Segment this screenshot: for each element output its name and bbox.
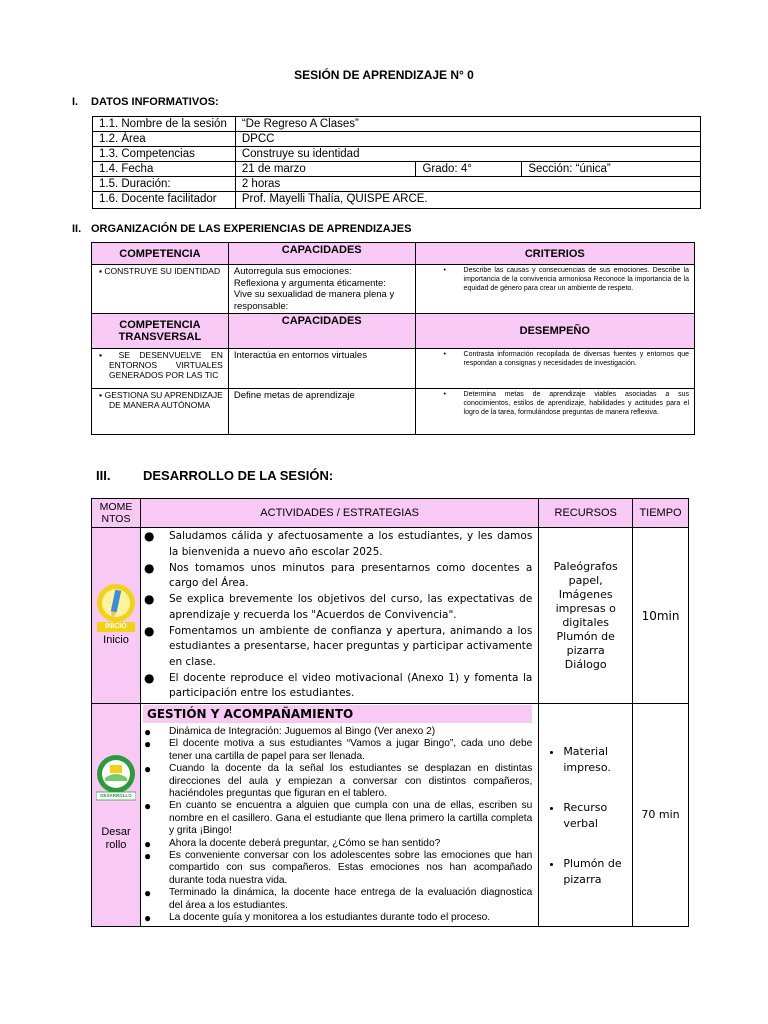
seccion-value: Sección: “única”: [522, 162, 701, 177]
recurso-line: digitales: [562, 615, 610, 629]
table-header-row: [92, 499, 689, 528]
inicio-activities-list: [143, 529, 532, 702]
table-row: [93, 117, 701, 132]
recurso-line: Paleógrafos: [553, 559, 618, 573]
row-value: Construye su identidad: [235, 147, 700, 162]
desarrollo-tiempo: 70 min: [633, 704, 689, 927]
list-item: ● Dinámica de Integración: Juguemos al Bingo (Ver anexo 2): [169, 726, 532, 738]
list-item: ● Ahora la docente deberá preguntar, ¿Cómo se han sentido?: [169, 838, 532, 850]
table-row: [92, 528, 689, 704]
recurso-line: Imágenes: [558, 587, 613, 601]
desempeno-text: Determina metas de aprendizaje viables asociadas a sus conocimientos, estilos de aprendizaje, habilidades y actitudes para el logro de la tarea, formulándose preguntas de manera reflexiva.: [463, 391, 689, 416]
table-row: [93, 132, 701, 147]
experiencias-table: [91, 242, 695, 435]
table-row: [92, 349, 695, 389]
table-header-row: [92, 243, 695, 265]
header-desempeno: DESEMPEÑO: [415, 314, 694, 349]
recurso-line: papel,: [568, 573, 603, 587]
momento-inicio-label: Inicio: [103, 634, 129, 646]
header-competencia-transversal: COMPETENCIA TRANSVERSAL: [92, 314, 229, 349]
desarrollo-activities-list: [143, 726, 532, 925]
competencia-cell: [92, 389, 229, 435]
row-value: 2 horas: [235, 177, 700, 192]
header-tiempo: TIEMPO: [633, 499, 689, 528]
desarrollo-recursos-list: [543, 744, 628, 888]
header-actividades: ACTIVIDADES / ESTRATEGIAS: [141, 499, 539, 528]
section2-number: II.: [72, 223, 82, 235]
grado-value: Grado: 4°: [416, 162, 522, 177]
table-header-row: [92, 314, 695, 349]
fecha-value: 21 de marzo: [235, 162, 416, 177]
capacidad-item: Vive su sexualidad de manera plena y responsable:: [233, 289, 395, 312]
desempeno-cell: • Contrasta información recopilada de diversas fuentes y entornos que respondan a consignas y necesidades de investigación.: [415, 349, 694, 389]
list-item: • Plumón de pizarra: [563, 856, 628, 888]
list-item: • Material impreso.: [563, 744, 628, 776]
row-value: DPCC: [235, 132, 700, 147]
row-value: Prof. Mayelli Thalía, QUISPE ARCE.: [235, 192, 700, 209]
section1-number: I.: [72, 96, 79, 108]
desempeno-cell: • Determina metas de aprendizaje viables asociadas a sus conocimientos, estilos de aprendizaje, habilidades y actitudes para el logro de la tarea, formulándose preguntas de manera reflexiva.: [415, 389, 694, 435]
table-row: [92, 265, 695, 314]
inicio-icon: [96, 576, 136, 634]
row-value: “De Regreso A Clases”: [235, 117, 700, 132]
header-criterios: CRITERIOS: [415, 243, 694, 265]
list-item: ● Nos tomamos unos minutos para presentarnos como docentes a cargo del Área.: [169, 561, 532, 592]
recurso-line: impresas o: [555, 601, 616, 615]
list-item: ● Fomentamos un ambiente de confianza y apertura, animando a los estudiantes a presentarse, hacer preguntas y participar activamente en clase.: [169, 624, 532, 671]
row-label: 1.3. Competencias: [93, 147, 236, 162]
momento-desarrollo-cell: [92, 704, 141, 927]
capacidad-cell: Define metas de aprendizaje: [228, 389, 415, 435]
inicio-badge-text: INICIO: [105, 623, 127, 630]
inicio-recursos-cell: [539, 528, 633, 704]
list-item: ● En cuanto se encuentra a alguien que cumpla con una de ellas, escriben su nombre en el casillero. Gana el estudiante que llena primero la cartilla completa y grita ¡Bingo!: [169, 800, 532, 837]
list-item: ● El docente motiva a sus estudiantes “Vamos a jugar Bingo”, cada uno debe tener una cartilla de papel para ser llenada.: [169, 738, 532, 763]
competencia-cell: [92, 265, 229, 314]
list-item: ● Saludamos cálida y afectuosamente a los estudiantes, y les damos la bienvenida a nuevo año escolar 2025.: [169, 529, 532, 560]
list-item: ● Cuando la docente da la señal los estudiantes se desplazan en distintas direcciones del aula y empiezan a conversar con distintos compañeros, haciéndoles preguntas que figuran en el tablero.: [169, 763, 532, 800]
table-row: [92, 389, 695, 435]
momento-desarrollo-label: Desar rollo: [101, 826, 131, 851]
row-label: 1.2. Área: [93, 132, 236, 147]
competencia-item: ▪ CONSTRUYE SU IDENTIDAD: [99, 266, 221, 276]
row-label: 1.6. Docente facilitador: [93, 192, 236, 209]
momento-inicio-cell: [92, 528, 141, 704]
list-item: ● Es conveniente conversar con los adolescentes sobre las emociones que han compartido con sus compañeros. Estas emociones nos han acompañado durante toda nuestra vida.: [169, 850, 532, 887]
row-label: 1.5. Duración:: [93, 177, 236, 192]
competencia-item: ▪ GESTIONA SU APRENDIZAJE DE MANERA AUTÓNOMA: [99, 390, 223, 410]
document-title: SESIÓN DE APRENDIZAJE N° 0: [294, 68, 474, 82]
row-label: 1.1. Nombre de la sesión: [93, 117, 236, 132]
capacidad-item: Reflexiona y argumenta éticamente:: [233, 277, 386, 289]
list-item: • Recurso verbal: [563, 800, 628, 832]
section1-heading: DATOS INFORMATIVOS:: [91, 96, 219, 108]
list-item: ● Se explica brevemente los objetivos del curso, las expectativas de aprendizaje y recuerda los "Acuerdos de Convivencia".: [169, 592, 532, 623]
capacidad-item: Autorregula sus emociones:: [233, 266, 352, 277]
recurso-line: Diálogo: [564, 657, 607, 671]
table-row: [93, 177, 701, 192]
list-item: ● Terminado la dinámica, la docente hace entrega de la evaluación diagnostica del área a los estudiantes.: [169, 887, 532, 912]
desempeno-text: Contrasta información recopilada de diversas fuentes y entornos que respondan a consignas y necesidades de investigación.: [463, 351, 689, 367]
header-recursos: RECURSOS: [539, 499, 633, 528]
table-row: [93, 192, 701, 209]
recurso-line: pizarra: [566, 643, 605, 657]
inicio-tiempo: 10min: [633, 528, 689, 704]
competencia-cell: [92, 349, 229, 389]
capacidad-cell: Interactúa en entornos virtuales: [228, 349, 415, 389]
list-item: ● La docente guía y monitorea a los estudiantes durante todo el proceso.: [169, 912, 532, 924]
desarrollo-icon: [96, 754, 136, 802]
desarrollo-recursos-cell: [539, 704, 633, 927]
inicio-activities-cell: [141, 528, 539, 704]
desarrollo-activities-cell: [141, 704, 539, 927]
header-momentos: MOME NTOS: [92, 499, 141, 528]
desarrollo-table: [91, 498, 689, 927]
table-row: [93, 162, 701, 177]
table-row: [92, 704, 689, 927]
list-item: ● El docente reproduce el video motivacional (Anexo 1) y fomenta la participación entre los estudiantes.: [169, 671, 532, 702]
datos-informativos-table: [92, 116, 701, 209]
table-row: [93, 147, 701, 162]
desarrollo-badge-text: DESARROLLO: [100, 793, 132, 798]
criterios-text: Describe las causas y consecuencias de sus emociones. Describe la importancia de la convivencia armoniosa Reconoce la importancia de la equidad de género para crear un ambiente de respeto.: [463, 267, 689, 292]
competencia-item: ▪ SE DESENVUELVE EN ENTORNOS VIRTUALES GENERADOS POR LAS TIC: [99, 350, 223, 380]
header-competencia: COMPETENCIA: [92, 243, 229, 265]
criterios-cell: • Describe las causas y consecuencias de sus emociones. Describe la importancia de la convivencia armoniosa Reconoce la importancia de la equidad de género para crear un ambiente de respeto.: [415, 265, 694, 314]
capacidades-cell: [228, 265, 415, 314]
recurso-line: Plumón de: [556, 629, 615, 643]
section3-number: III.: [96, 468, 111, 483]
row-label: 1.4. Fecha: [93, 162, 236, 177]
header-capacidades-2: CAPACIDADES: [228, 314, 415, 349]
section3-heading: DESARROLLO DE LA SESIÓN:: [143, 468, 334, 483]
section2-heading: ORGANIZACIÓN DE LAS EXPERIENCIAS DE APRENDIZAJES: [91, 223, 412, 235]
gestion-subheading: GESTIÓN Y ACOMPAÑAMIENTO: [143, 705, 532, 723]
header-capacidades: CAPACIDADES: [228, 243, 415, 265]
